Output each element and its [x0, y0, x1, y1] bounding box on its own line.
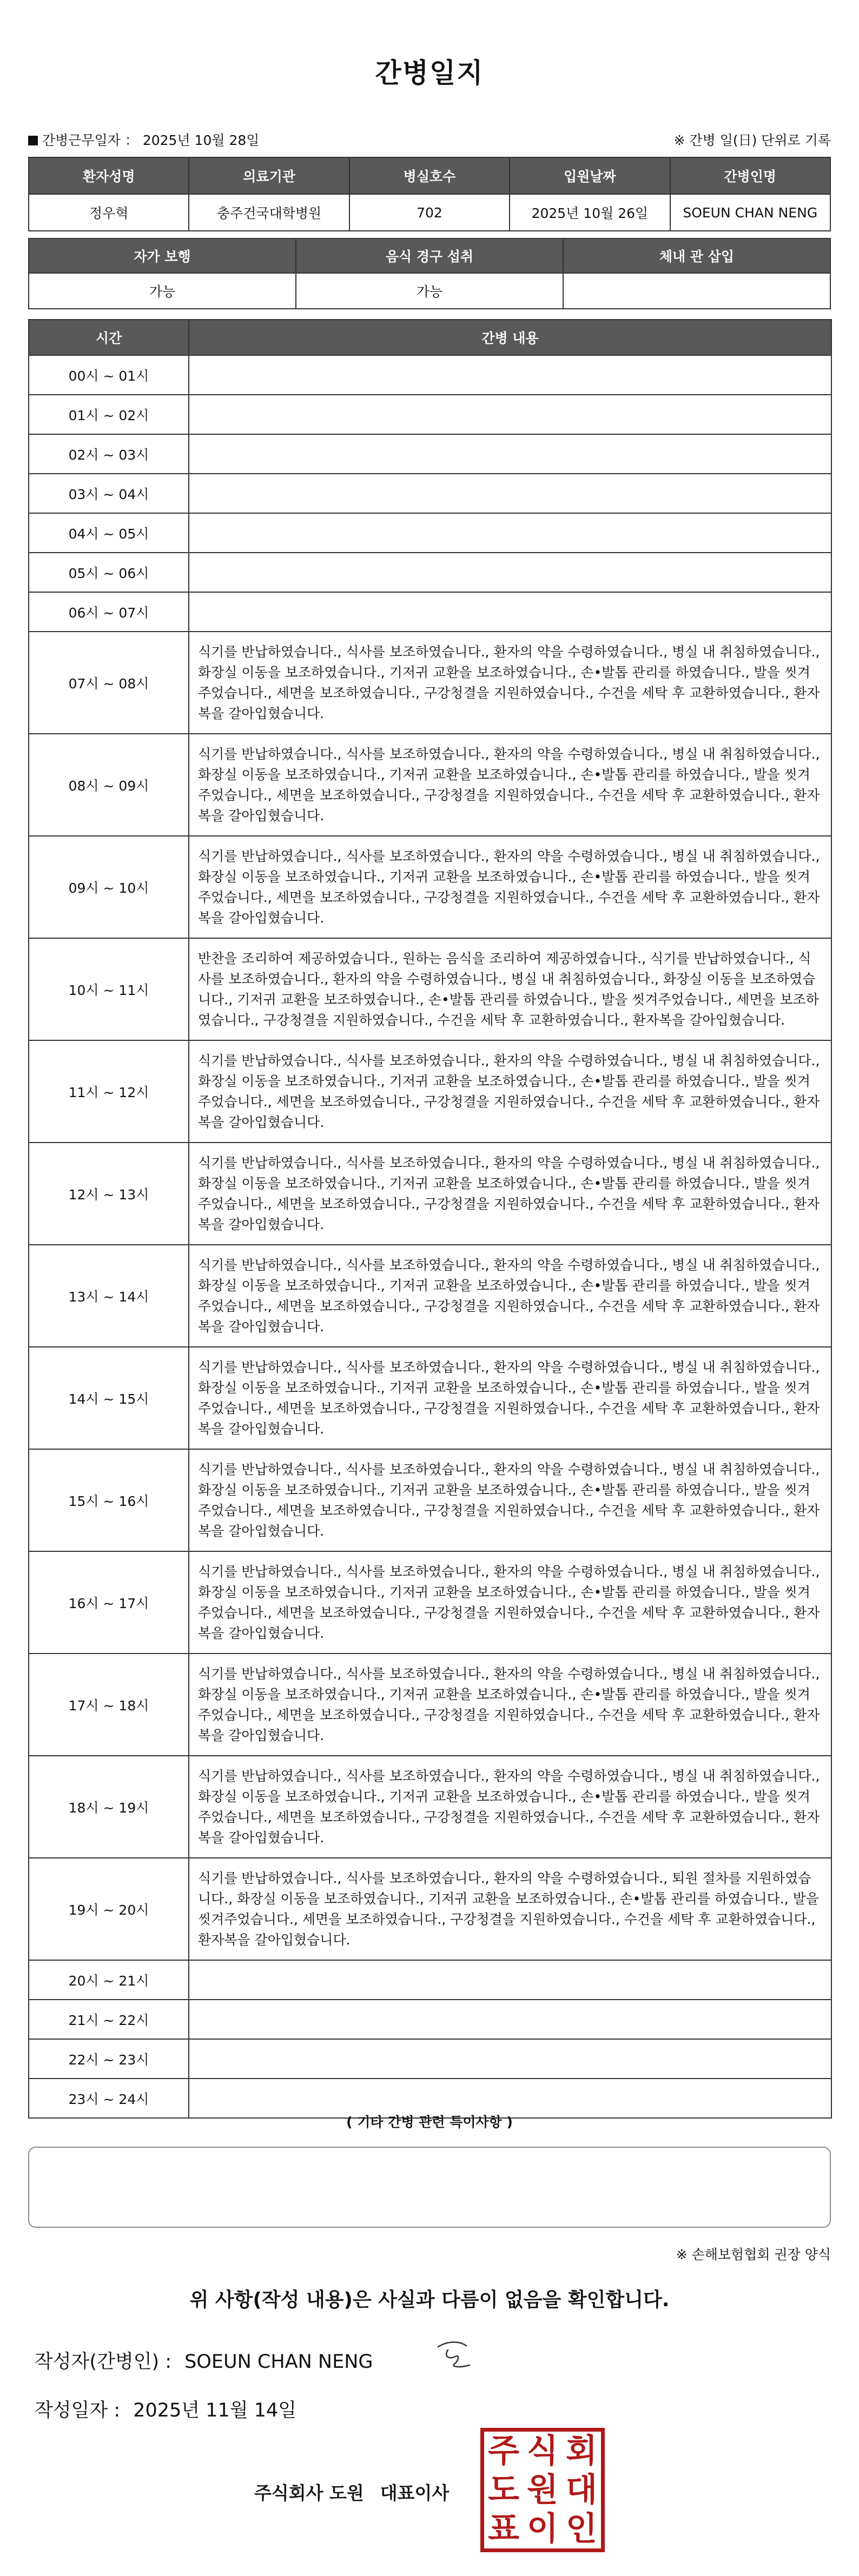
seal-glyph: 주 — [488, 2432, 519, 2470]
log-row — [29, 1245, 831, 1347]
log-row — [29, 395, 831, 434]
log-content: 식기를 반납하였습니다., 식사를 보조하였습니다., 환자의 약을 수령하였습니다., 병실 내 취침하였습니다., 화장실 이동을 보조하였습니다., 기저귀 교환을 보조하였습니다., 손•발톱 관리를 하였습니다., 발을 씻겨주었습니다., 세면을 보조하였습니다., 구강청결을 지원하였습니다., 수건을 세탁 후 교환하였습니다., 환자복을 갈아입혔습니다. — [189, 1347, 831, 1449]
log-time: 09시 ~ 10시 — [29, 836, 189, 938]
seal-glyph: 이 — [527, 2510, 558, 2548]
log-time: 14시 ~ 15시 — [29, 1347, 189, 1449]
company-role: 대표이사 — [380, 2482, 450, 2504]
log-row — [29, 1654, 831, 1756]
log-row — [29, 474, 831, 513]
log-content: 식기를 반납하였습니다., 식사를 보조하였습니다., 환자의 약을 수령하였습니다., 병실 내 취침하였습니다., 화장실 이동을 보조하였습니다., 기저귀 교환을 보조하였습니다., 손•발톱 관리를 하였습니다., 발을 씻겨주었습니다., 세면을 보조하였습니다., 구강청결을 지원하였습니다., 수건을 세탁 후 교환하였습니다., 환자복을 갈아입혔습니다. — [189, 1245, 831, 1347]
log-header-time: 시간 — [29, 320, 189, 355]
log-row — [29, 734, 831, 836]
care-log-table — [28, 319, 832, 2119]
log-time: 06시 ~ 07시 — [29, 592, 189, 632]
log-content: 식기를 반납하였습니다., 식사를 보조하였습니다., 환자의 약을 수령하였습니다., 병실 내 취침하였습니다., 화장실 이동을 보조하였습니다., 기저귀 교환을 보조하였습니다., 손•발톱 관리를 하였습니다., 발을 씻겨주었습니다., 세면을 보조하였습니다., 구강청결을 지원하였습니다., 수건을 세탁 후 교환하였습니다., 환자복을 갈아입혔습니다. — [189, 836, 831, 938]
log-row — [29, 1960, 831, 2000]
admission-date: 2025년 10월 26일 — [510, 194, 670, 231]
square-bullet-icon — [28, 136, 38, 145]
log-time: 16시 ~ 17시 — [29, 1551, 189, 1654]
patient-header-cell: 환자성명 — [29, 157, 189, 194]
written-date-value: 2025년 11월 14일 — [133, 2400, 296, 2421]
caregiver-name: SOEUN CHAN NENG — [670, 194, 830, 231]
log-content — [189, 553, 831, 592]
log-content: 식기를 반납하였습니다., 식사를 보조하였습니다., 환자의 약을 수령하였습니다., 병실 내 취침하였습니다., 화장실 이동을 보조하였습니다., 기저귀 교환을 보조하였습니다., 손•발톱 관리를 하였습니다., 발을 씻겨주었습니다., 세면을 보조하였습니다., 구강청결을 지원하였습니다., 수건을 세탁 후 교환하였습니다., 환자복을 갈아입혔습니다. — [189, 1551, 831, 1654]
work-date-label: 간병근무일자 — [42, 132, 121, 148]
company-line — [254, 2479, 449, 2505]
seal-glyph: 인 — [566, 2510, 597, 2548]
log-content: 식기를 반납하였습니다., 식사를 보조하였습니다., 환자의 약을 수령하였습니다., 병실 내 취침하였습니다., 화장실 이동을 보조하였습니다., 기저귀 교환을 보조하였습니다., 손•발톱 관리를 하였습니다., 발을 씻겨주었습니다., 세면을 보조하였습니다., 구강청결을 지원하였습니다., 수건을 세탁 후 교환하였습니다., 환자복을 갈아입혔습니다. — [189, 1449, 831, 1551]
unit-note: ※ 간병 일(日) 단위로 기록 — [673, 132, 831, 148]
log-row — [29, 1040, 831, 1143]
log-header-content: 간병 내용 — [189, 320, 831, 355]
log-row — [29, 938, 831, 1040]
log-row — [29, 592, 831, 632]
log-content: 식기를 반납하였습니다., 식사를 보조하였습니다., 환자의 약을 수령하였습니다., 병실 내 취침하였습니다., 화장실 이동을 보조하였습니다., 기저귀 교환을 보조하였습니다., 손•발톱 관리를 하였습니다., 발을 씻겨주었습니다., 세면을 보조하였습니다., 구강청결을 지원하였습니다., 수건을 세탁 후 교환하였습니다., 환자복을 갈아입혔습니다. — [189, 1654, 831, 1756]
work-date — [28, 130, 259, 149]
patient-header-cell: 간병인명 — [670, 157, 830, 194]
log-time: 21시 ~ 22시 — [29, 2000, 189, 2039]
log-row — [29, 1756, 831, 1858]
log-time: 04시 ~ 05시 — [29, 513, 189, 553]
log-row — [29, 1551, 831, 1654]
care-log-body — [29, 355, 831, 2118]
log-time: 07시 ~ 08시 — [29, 632, 189, 734]
log-content — [189, 1960, 831, 2000]
patient-header-cell: 입원날짜 — [510, 157, 670, 194]
log-content — [189, 474, 831, 513]
writer-line — [35, 2347, 373, 2374]
patient-header-cell: 병실호수 — [349, 157, 510, 194]
log-row — [29, 553, 831, 592]
page-title: 간병일지 — [375, 57, 484, 89]
log-time: 12시 ~ 13시 — [29, 1143, 189, 1245]
log-time: 23시 ~ 24시 — [29, 2079, 189, 2118]
log-content: 식기를 반납하였습니다., 식사를 보조하였습니다., 환자의 약을 수령하였습니다., 병실 내 취침하였습니다., 화장실 이동을 보조하였습니다., 기저귀 교환을 보조하였습니다., 손•발톱 관리를 하였습니다., 발을 씻겨주었습니다., 세면을 보조하였습니다., 구강청결을 지원하였습니다., 수건을 세탁 후 교환하였습니다., 환자복을 갈아입혔습니다. — [189, 1040, 831, 1143]
written-date-line — [35, 2395, 296, 2422]
oral-intake-value: 가능 — [296, 273, 563, 309]
status-header-cell: 음식 경구 섭취 — [296, 238, 563, 273]
patient-status-table — [28, 238, 831, 309]
log-row — [29, 632, 831, 734]
patient-name: 정우혁 — [29, 194, 189, 231]
log-content — [189, 592, 831, 632]
work-date-separator: ： — [124, 132, 138, 148]
log-row — [29, 1143, 831, 1245]
notes-box — [28, 2147, 831, 2228]
log-content — [189, 2000, 831, 2039]
log-content — [189, 355, 831, 395]
notes-title: ( 기타 간병 관련 특이사항 ) — [346, 2114, 513, 2130]
log-time: 20시 ~ 21시 — [29, 1960, 189, 2000]
log-time: 02시 ~ 03시 — [29, 434, 189, 474]
writer-value: SOEUN CHAN NENG — [184, 2351, 373, 2373]
log-time: 13시 ~ 14시 — [29, 1245, 189, 1347]
log-content: 식기를 반납하였습니다., 식사를 보조하였습니다., 환자의 약을 수령하였습니다., 퇴원 절차를 지원하였습니다., 화장실 이동을 보조하였습니다., 기저귀 교환을 보조하였습니다., 손•발톱 관리를 하였습니다., 발을 씻겨주었습니다., 세면을 보조하였습니다., 구강청결을 지원하였습니다., 수건을 세탁 후 교환하였습니다., 환자복을 갈아입혔습니다. — [189, 1858, 831, 1960]
log-time: 15시 ~ 16시 — [29, 1449, 189, 1551]
log-time: 10시 ~ 11시 — [29, 938, 189, 1040]
log-time: 08시 ~ 09시 — [29, 734, 189, 836]
source-note: ※ 손해보험협회 권장 양식 — [676, 2247, 831, 2262]
status-header-cell: 체내 관 삽입 — [563, 238, 830, 273]
log-row — [29, 1347, 831, 1449]
log-time: 18시 ~ 19시 — [29, 1756, 189, 1858]
hospital-name: 충주건국대학병원 — [189, 194, 349, 231]
caregiver-signature — [427, 2335, 487, 2378]
work-date-value: 2025년 10월 28일 — [142, 132, 260, 148]
log-row — [29, 355, 831, 395]
log-time: 22시 ~ 23시 — [29, 2039, 189, 2079]
confirmation-statement: 위 사항(작성 내용)은 사실과 다름이 없음을 확인합니다. — [189, 2289, 670, 2311]
log-content: 반찬을 조리하여 제공하였습니다., 원하는 음식을 조리하여 제공하였습니다., 식기를 반납하였습니다., 식사를 보조하였습니다., 환자의 약을 수령하였습니다., 병실 내 취침하였습니다., 화장실 이동을 보조하였습니다., 기저귀 교환을 보조하였습니다., 손•발톱 관리를 하였습니다., 발을 씻겨주었습니다., 세면을 보조하였습니다., 구강청결을 지원하였습니다., 수건을 세탁 후 교환하였습니다., 환자복을 갈아입혔습니다. — [189, 938, 831, 1040]
log-content: 식기를 반납하였습니다., 식사를 보조하였습니다., 환자의 약을 수령하였습니다., 병실 내 취침하였습니다., 화장실 이동을 보조하였습니다., 기저귀 교환을 보조하였습니다., 손•발톱 관리를 하였습니다., 발을 씻겨주었습니다., 세면을 보조하였습니다., 구강청결을 지원하였습니다., 수건을 세탁 후 교환하였습니다., 환자복을 갈아입혔습니다. — [189, 1143, 831, 1245]
log-time: 19시 ~ 20시 — [29, 1858, 189, 1960]
seal-glyph: 도 — [488, 2471, 519, 2509]
log-time: 00시 ~ 01시 — [29, 355, 189, 395]
writer-label: 작성자(간병인) : — [35, 2351, 172, 2373]
log-time: 05시 ~ 06시 — [29, 553, 189, 592]
written-date-label: 작성일자 : — [35, 2400, 121, 2421]
patient-info-table — [28, 157, 831, 231]
log-time: 01시 ~ 02시 — [29, 395, 189, 434]
seal-glyph: 대 — [566, 2471, 597, 2509]
log-content: 식기를 반납하였습니다., 식사를 보조하였습니다., 환자의 약을 수령하였습니다., 병실 내 취침하였습니다., 화장실 이동을 보조하였습니다., 기저귀 교환을 보조하였습니다., 손•발톱 관리를 하였습니다., 발을 씻겨주었습니다., 세면을 보조하였습니다., 구강청결을 지원하였습니다., 수건을 세탁 후 교환하였습니다., 환자복을 갈아입혔습니다. — [189, 1756, 831, 1858]
log-content: 식기를 반납하였습니다., 식사를 보조하였습니다., 환자의 약을 수령하였습니다., 병실 내 취침하였습니다., 화장실 이동을 보조하였습니다., 기저귀 교환을 보조하였습니다., 손•발톱 관리를 하였습니다., 발을 씻겨주었습니다., 세면을 보조하였습니다., 구강청결을 지원하였습니다., 수건을 세탁 후 교환하였습니다., 환자복을 갈아입혔습니다. — [189, 734, 831, 836]
log-time: 11시 ~ 12시 — [29, 1040, 189, 1143]
log-content — [189, 395, 831, 434]
status-header-cell: 자가 보행 — [29, 238, 296, 273]
log-row — [29, 513, 831, 553]
self-walking-value: 가능 — [29, 273, 296, 309]
seal-glyph: 식 — [527, 2432, 558, 2470]
seal-glyph: 회 — [566, 2432, 597, 2470]
log-row — [29, 1449, 831, 1551]
log-content: 식기를 반납하였습니다., 식사를 보조하였습니다., 환자의 약을 수령하였습니다., 병실 내 취침하였습니다., 화장실 이동을 보조하였습니다., 기저귀 교환을 보조하였습니다., 손•발톱 관리를 하였습니다., 발을 씻겨주었습니다., 세면을 보조하였습니다., 구강청결을 지원하였습니다., 수건을 세탁 후 교환하였습니다., 환자복을 갈아입혔습니다. — [189, 632, 831, 734]
log-row — [29, 1858, 831, 1960]
log-time: 17시 ~ 18시 — [29, 1654, 189, 1756]
patient-header-cell: 의료기관 — [189, 157, 349, 194]
company-seal — [480, 2428, 605, 2552]
room-number: 702 — [349, 194, 510, 231]
log-row — [29, 2039, 831, 2079]
log-row — [29, 434, 831, 474]
log-content — [189, 434, 831, 474]
tube-insertion-value — [563, 273, 830, 309]
log-time: 03시 ~ 04시 — [29, 474, 189, 513]
seal-glyph: 원 — [527, 2471, 558, 2509]
log-content — [189, 2039, 831, 2079]
log-row — [29, 2000, 831, 2039]
seal-glyph: 표 — [488, 2510, 519, 2548]
log-row — [29, 836, 831, 938]
company-name: 주식회사 도원 — [254, 2482, 364, 2504]
log-content — [189, 513, 831, 553]
